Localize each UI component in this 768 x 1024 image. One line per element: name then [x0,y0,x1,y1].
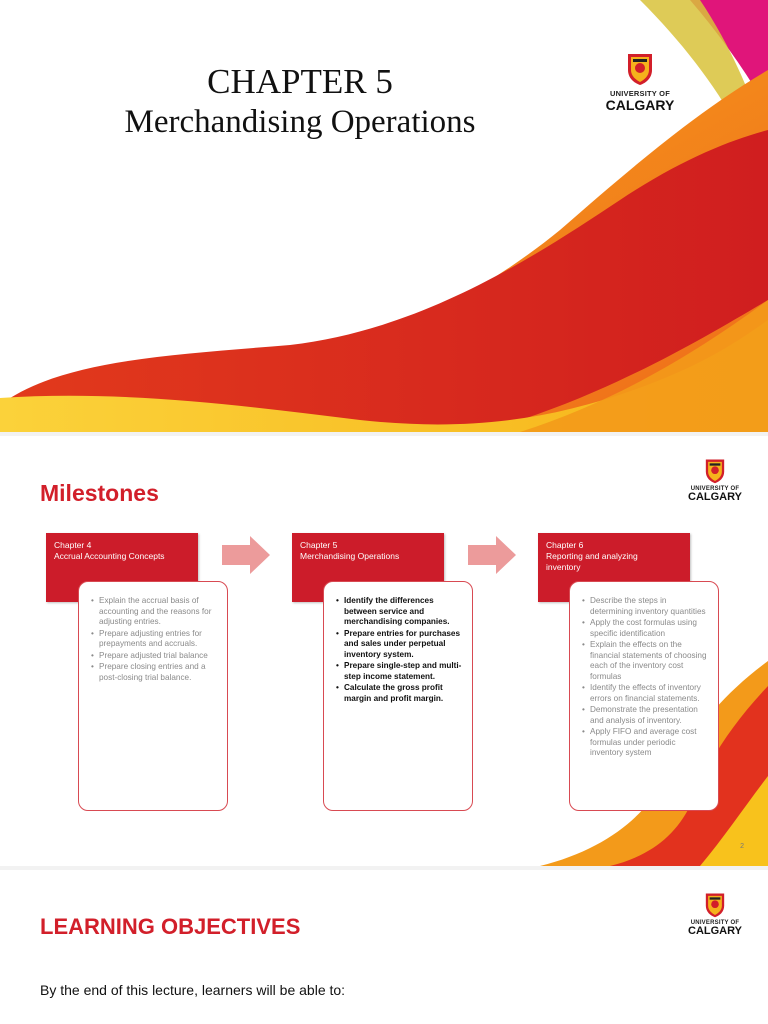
list-item: • Prepare single-step and multi-step income statement. [344,661,464,682]
list-item: • Apply FIFO and average cost formulas under periodic inventory system [590,727,710,759]
chapter-topic: Accrual Accounting Concepts [54,551,165,561]
title-block [60,62,540,142]
milestone-chapter-4-details [78,581,228,811]
list-item: • Calculate the gross profit margin and profit margin. [344,683,464,704]
university-logo [598,52,682,112]
logo-calgary: CALGARY [605,97,675,113]
chapter-title: CHAPTER 5 [207,62,393,101]
logo-calgary: CALGARY [688,925,742,937]
university-logo [682,892,748,937]
university-logo [682,458,748,503]
milestone-chapter-5-details [323,581,473,811]
right-arrow-icon [466,534,518,576]
chapter-topic-line2: inventory [546,562,581,572]
page-number: 2 [740,843,744,850]
milestone-chapter-6-details [569,581,719,811]
chapter-topic: Merchandising Operations [300,551,400,561]
university-crest-icon [705,892,725,918]
list-item: • Describe the steps in determining inventory quantities [590,596,710,617]
chapter-subtitle: Merchandising Operations [124,104,476,140]
logo-university-of: UNIVERSITY OF [610,89,670,98]
list-item: • Prepare closing entries and a post-closing trial balance. [99,662,219,683]
list-item: • Identify the effects of inventory errors on financial statements. [590,683,710,704]
slide-heading: Milestones [40,480,159,506]
slide-heading: LEARNING OBJECTIVES [40,914,301,939]
list-item: • Explain the accrual basis of accounting and the reasons for adjusting entries. [99,596,219,628]
list-item: • Prepare adjusting entries for prepayments and accruals. [99,629,219,650]
right-arrow-icon [220,534,272,576]
chapter-label: Chapter 6 [546,540,584,550]
list-item: • Prepare entries for purchases and sales under perpetual inventory system. [344,629,464,661]
list-item: • Identify the differences between service and merchandising companies. [344,596,464,628]
university-crest-icon [705,458,725,484]
title-slide [0,0,768,432]
logo-university-of: UNIVERSITY OF [690,920,740,926]
list-item: • Explain the effects on the financial statements of choosing each of the inventory cost formulas [590,640,710,682]
chapter-label: Chapter 5 [300,540,338,550]
university-crest-icon [627,52,653,86]
list-item: • Prepare adjusted trial balance [99,651,219,662]
milestones-slide [0,436,768,866]
learning-objectives-slide [0,870,768,1024]
list-item: • Apply the cost formulas using specific identification [590,618,710,639]
chapter-topic: Reporting and analyzing [546,551,638,561]
logo-university-of: UNIVERSITY OF [690,486,740,492]
list-item: • Demonstrate the presentation and analysis of inventory. [590,705,710,726]
intro-text: By the end of this lecture, learners will be able to: [40,982,346,998]
chapter-label: Chapter 4 [54,540,92,550]
logo-calgary: CALGARY [688,491,742,503]
